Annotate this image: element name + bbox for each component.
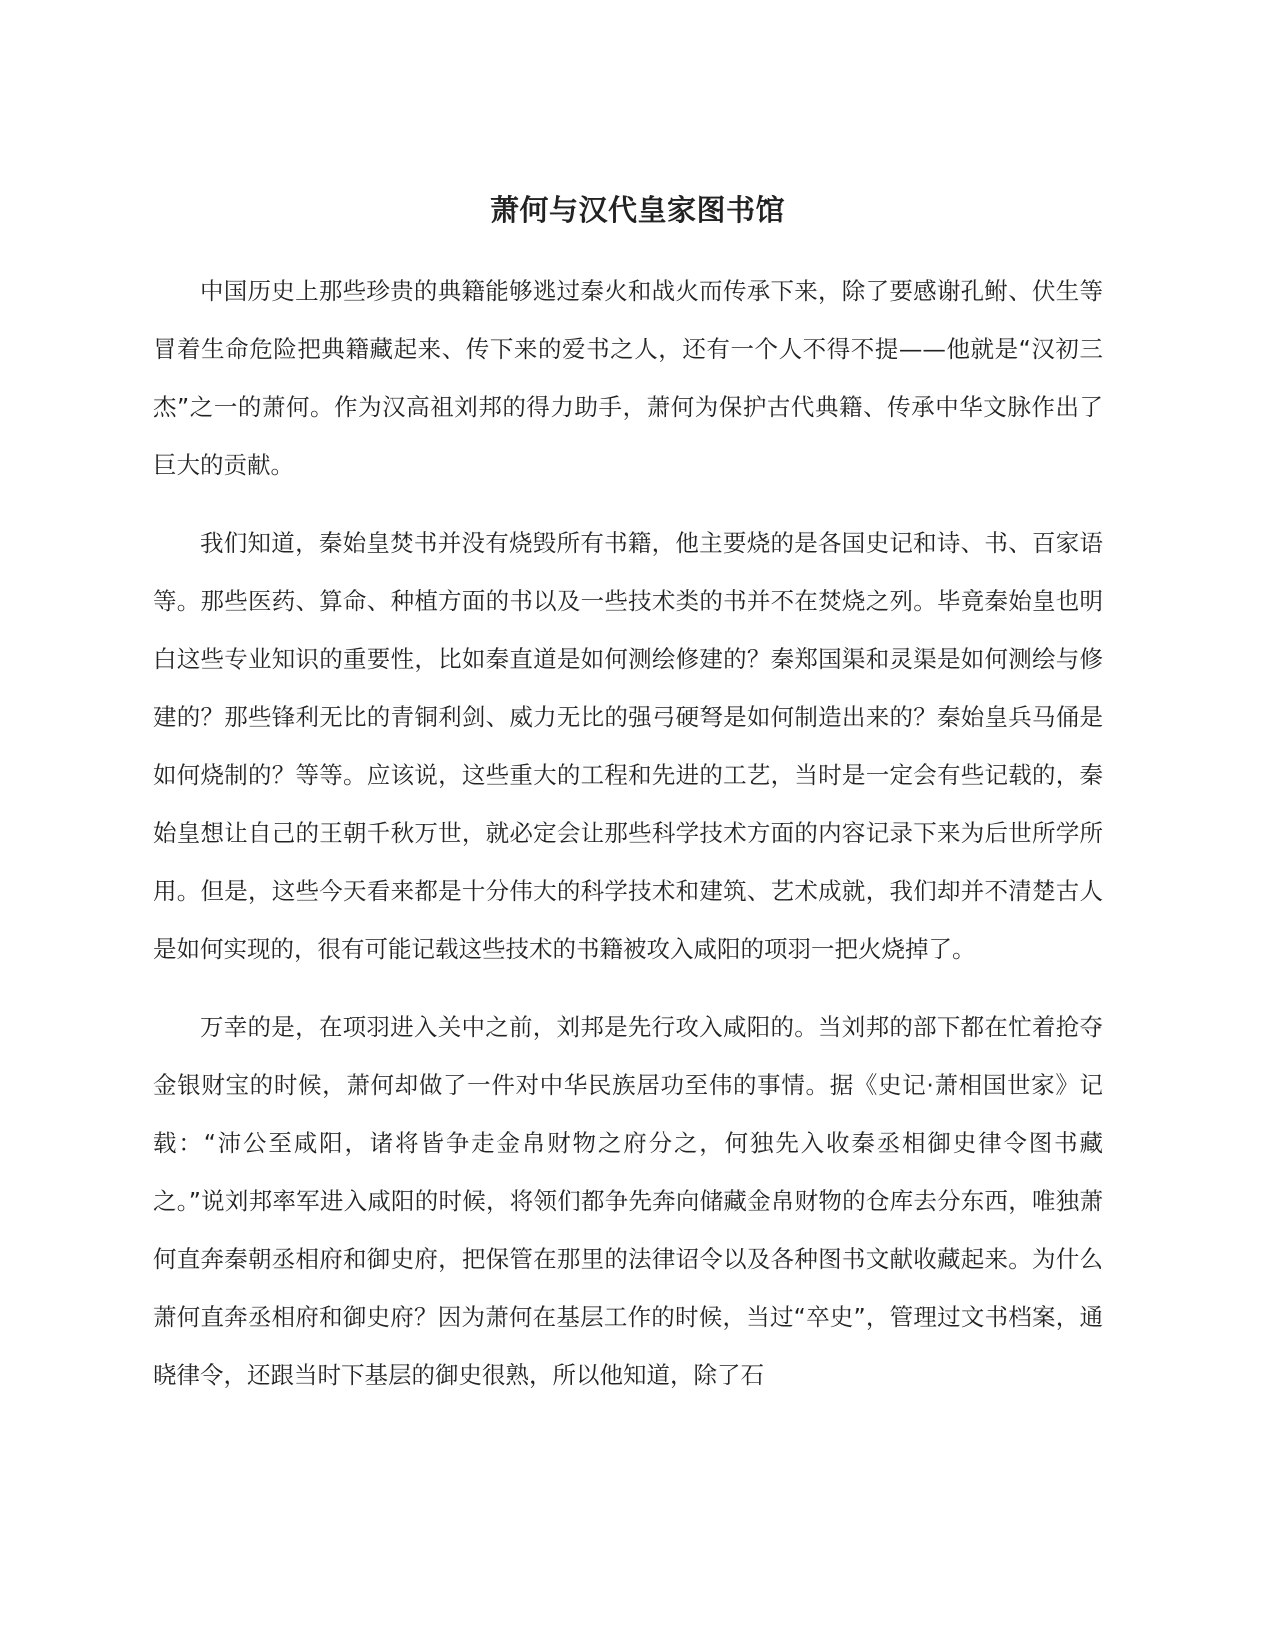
document-title: 萧何与汉代皇家图书馆 (489, 193, 785, 227)
paragraph-1: 中国历史上那些珍贵的典籍能够逃过秦火和战火而传承下来，除了要感谢孔鲋、伏生等冒着生命危险把典籍藏起来、传下来的爱书之人，还有一个人不得不提——他就是“汉初三杰”之一的萧何。作为汉高祖刘邦的得力助手，萧何为保护古代典籍、传承中华文脉作出了巨大的贡献。 (153, 277, 1103, 479)
paragraph-3: 万幸的是，在项羽进入关中之前，刘邦是先行攻入咸阳的。当刘邦的部下都在忙着抢夺金银财宝的时候，萧何却做了一件对中华民族居功至伟的事情。据《史记·萧相国世家》记载：“沛公至咸阳，诸将皆争走金帛财物之府分之，何独先入收秦丞相御史律令图书藏之。”说刘邦率军进入咸阳的时候，将领们都争先奔向储藏金帛财物的仓库去分东西，唯独萧何直奔秦朝丞相府和御史府，把保管在那里的法律诏令以及各种图书文献收藏起来。为什么萧何直奔丞相府和御史府？因为萧何在基层工作的时候，当过“卒史”，管理过文书档案，通晓律令，还跟当时下基层的御史很熟，所以他知道，除了石 (153, 1013, 1103, 1389)
document-body (153, 262, 1103, 1424)
paragraph-2: 我们知道，秦始皇焚书并没有烧毁所有书籍，他主要烧的是各国史记和诗、书、百家语等。那些医药、算命、种植方面的书以及一些技术类的书并不在焚烧之列。毕竟秦始皇也明白这些专业知识的重要性，比如秦直道是如何测绘修建的？秦郑国渠和灵渠是如何测绘与修建的？那些锋利无比的青铜利剑、威力无比的强弓硬弩是如何制造出来的？秦始皇兵马俑是如何烧制的？等等。应该说，这些重大的工程和先进的工艺，当时是一定会有些记载的，秦始皇想让自己的王朝千秋万世，就必定会让那些科学技术方面的内容记录下来为后世所学所用。但是，这些今天看来都是十分伟大的科学技术和建筑、艺术成就，我们却并不清楚古人是如何实现的，很有可能记载这些技术的书籍被攻入咸阳的项羽一把火烧掉了。 (153, 529, 1103, 963)
